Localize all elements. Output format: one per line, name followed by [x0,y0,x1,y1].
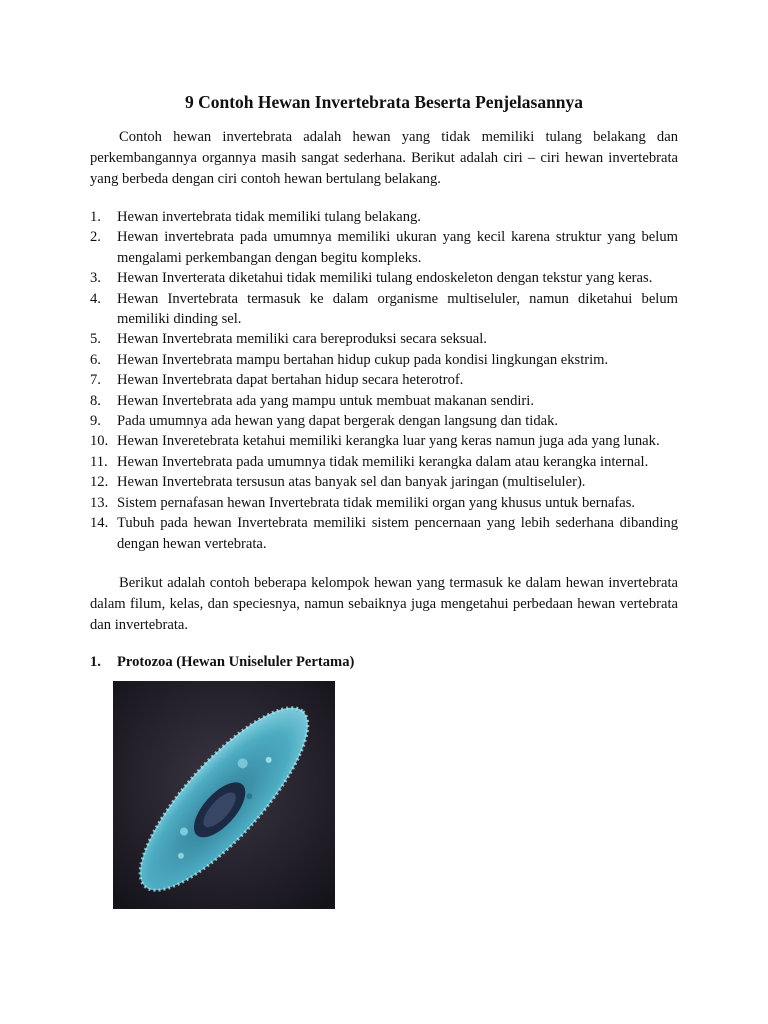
section-title: Protozoa (Hewan Uniseluler Pertama) [117,654,355,670]
list-text: Hewan invertebrata pada umumnya memiliki ukuran yang kecil karena struktur yang belum mengalami perkembangan dengan begitu kompleks. [117,229,678,266]
list-item [90,431,678,451]
list-item [90,289,678,330]
list-text: Hewan Invertebrata tersusun atas banyak sel dan banyak jaringan (multiseluler). [117,474,586,491]
list-number: 2. [90,229,101,246]
list-item [90,350,678,370]
list-number: 14. [90,515,109,532]
list-number: 4. [90,290,101,307]
protozoa-cell-illustration [113,681,335,909]
document-title: 9 Contoh Hewan Invertebrata Beserta Penjelasannya [184,92,584,112]
list-item [90,268,678,288]
intro-paragraph [90,127,678,190]
intro-text: Contoh hewan invertebrata adalah hewan yang tidak memiliki tulang belakang dan perkembangannya organnya masih sangat sederhana. Berikut adalah ciri – ciri hewan invertebrata yang berbeda dengan ciri contoh hewan bertulang belakang. [90,129,678,187]
list-number: 1. [90,209,101,225]
list-number: 5. [90,331,101,348]
outro-text: Berikut adalah contoh beberapa kelompok hewan yang termasuk ke dalam hewan invertebrata dalam filum, kelas, dan speciesnya, namun sebaiknya juga mengetahui perbedaan hewan vertebrata dan invertebrata. [90,575,678,633]
list-text: Hewan invertebrata tidak memiliki tulang belakang. [117,209,421,225]
list-text: Hewan Invertebrata pada umumnya tidak memiliki kerangka dalam atau kerangka internal. [117,453,649,470]
list-item [90,513,678,554]
list-number: 6. [90,351,101,368]
list-item [90,370,678,390]
list-text: Hewan Invertebrata termasuk ke dalam organisme multiseluler, namun diketahui belum memiliki dinding sel. [117,290,678,328]
list-item [90,227,678,268]
list-text: Sistem pernafasan hewan Invertebrata tidak memiliki organ yang khusus untuk bernafas. [117,494,636,511]
list-text: Hewan Invertebrata mampu bertahan hidup cukup pada kondisi lingkungan ekstrim. [117,351,609,368]
outro-paragraph [90,573,678,636]
list-text: Hewan Inveretebrata ketahui memiliki kerangka luar yang keras namun juga ada yang lunak. [117,433,660,450]
list-item [90,391,678,411]
criteria-list [90,207,678,554]
list-item [90,472,678,492]
list-number: 3. [90,270,101,287]
section-heading [90,654,354,671]
list-item [90,452,678,472]
list-number: 11. [90,453,108,470]
list-item [90,207,678,227]
list-number: 8. [90,392,101,409]
list-item [90,329,678,349]
list-text: Pada umumnya ada hewan yang dapat bergerak dengan langsung dan tidak. [117,413,559,430]
list-number: 7. [90,372,101,389]
list-text: Hewan Invertebrata ada yang mampu untuk membuat makanan sendiri. [117,392,534,409]
list-item [90,493,678,513]
list-number: 9. [90,413,101,430]
list-text: Hewan Invertebrata dapat bertahan hidup secara heterotrof. [117,372,464,389]
list-item [90,411,678,431]
list-number: 13. [90,494,109,511]
list-number: 10. [90,433,109,450]
list-text: Hewan Invertebrata memiliki cara bereproduksi secara seksual. [117,331,487,348]
list-number: 12. [90,474,109,491]
list-text: Hewan Inverterata diketahui tidak memiliki tulang endoskeleton dengan tekstur yang keras. [117,270,653,287]
section-number: 1. [90,654,101,670]
list-text: Tubuh pada hewan Invertebrata memiliki sistem pencernaan yang lebih sederhana dibanding dengan hewan vertebrata. [117,515,678,552]
protozoa-image [113,681,335,909]
